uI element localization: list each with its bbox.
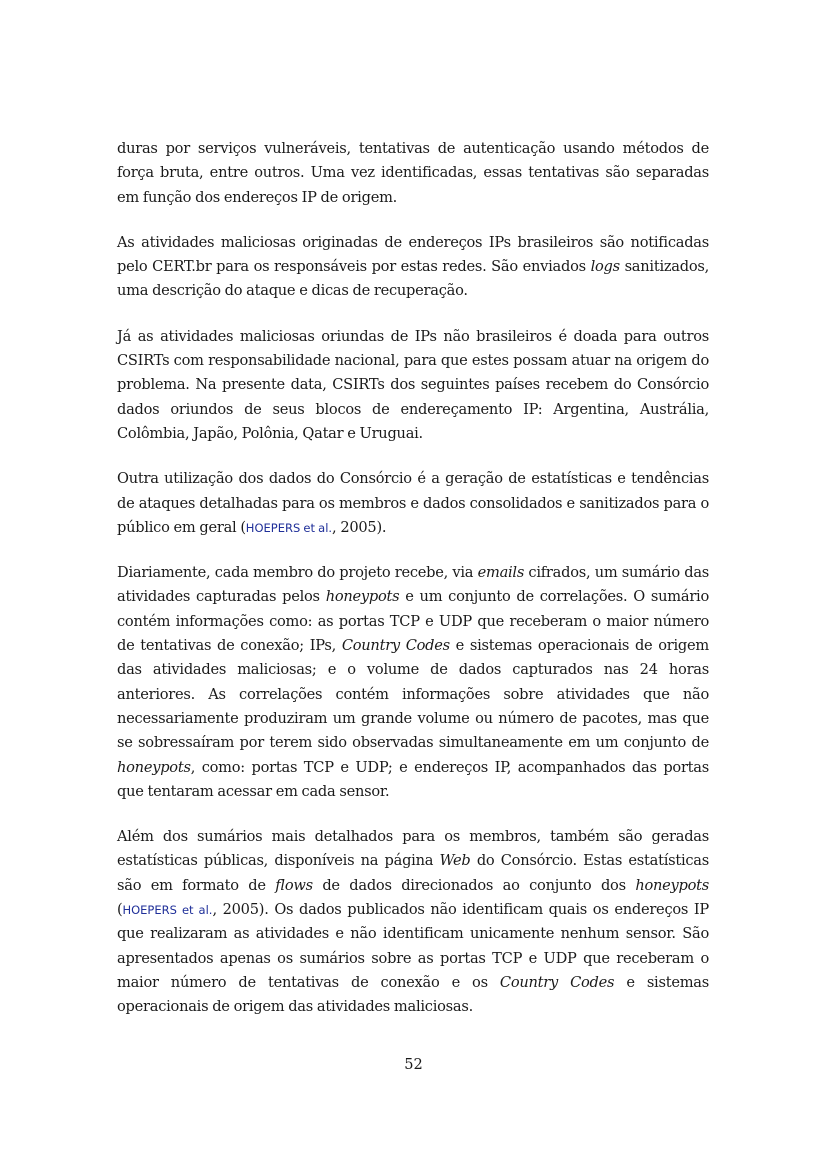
paragraph-5 [117, 561, 709, 804]
text-segment: e sistemas operacionais de origem das atividades maliciosas; e o volume de dados capturados nas 24 horas anteriores. As correlações contém informações sobre atividades que não necessariamente produziram um grande volume ou número de pacotes, mas que se sobressaíram por terem sido observadas simultaneamente em um conjunto de [117, 637, 709, 752]
text-segment: de dados direcionados ao conjunto dos [312, 876, 636, 894]
paragraph-6 [117, 825, 709, 1019]
text-segment: duras por serviços vulneráveis, tentativas de autenticação usando métodos de força bruta, entre outros. Uma vez identificadas, essas tentativas são separadas em função dos endereços IP de origem. [117, 140, 709, 206]
italic-term: Country Codes [341, 637, 450, 655]
italic-term: logs [590, 258, 620, 276]
italic-term: honeypots [325, 588, 400, 606]
page-number: 52 [404, 1056, 423, 1073]
italic-term: emails [477, 564, 525, 582]
italic-term: Country Codes [499, 973, 615, 991]
text-segment: , 2005). [332, 518, 387, 536]
paragraph-1 [117, 137, 709, 210]
paragraph-4 [117, 467, 709, 540]
text-segment: e sistemas operacionais de origem das atividades maliciosas. [117, 973, 709, 1016]
italic-term: flows [275, 876, 313, 894]
italic-term: Web [439, 852, 471, 870]
paragraph-3 [117, 325, 709, 446]
text-segment: As atividades maliciosas originadas de endereços IPs brasileiros são notificadas pelo CERT.br para os responsáveis por estas redes. São enviados [117, 233, 709, 276]
text-segment: Além dos sumários mais detalhados para os membros, também são geradas estatísticas públicas, disponíveis na página [117, 828, 709, 870]
italic-term: honeypots [635, 876, 710, 894]
text-segment: Já as atividades maliciosas oriundas de IPs não brasileiros é doada para outros CSIRTs com responsabilidade nacional, para que estes possam atuar na origem do problema. Na presente data, CSIRTs dos seguintes países recebem do Consórcio dados oriundos de seus blocos de endereçamento IP: Argentina, Austrália, Colômbia, Japão, Polônia, Qatar e Uruguai. [117, 327, 709, 442]
page-body [117, 137, 709, 1041]
text-segment: cifrados, um sumário das atividades capturadas pelos [117, 564, 710, 606]
text-segment: , como: portas TCP e UDP; e endereços IP, acompanhados das portas que tentaram acessar em cada sensor. [117, 758, 709, 800]
citation-link[interactable]: HOEPERS et al. [245, 520, 333, 535]
text-segment: Diariamente, cada membro do projeto recebe, via [117, 564, 478, 582]
text-segment: sanitizados, uma descrição do ataque e dicas de recuperação. [117, 258, 710, 300]
text-segment: e um conjunto de correlações. O sumário contém informações como: as portas TCP e UDP que receberam o maior número de tentativas de conexão; IPs, [117, 588, 709, 655]
text-segment: Outra utilização dos dados do Consórcio é a geração de estatísticas e tendências de ataques detalhadas para os membros e dados consolidados e sanitizados para o público em geral ( [117, 470, 709, 536]
text-segment: , 2005). Os dados publicados não identificam quais os endereços IP que realizaram as atividades e não identificam unicamente nenhum sensor. São apresentados apenas os sumários sobre as portas TCP e UDP que receberam o maior número de tentativas de conexão e os [117, 901, 709, 991]
paragraph-2 [117, 231, 709, 304]
italic-term: honeypots [117, 758, 191, 776]
text-segment: do Consórcio. Estas estatísticas são em formato de [117, 852, 709, 894]
citation-link[interactable]: HOEPERS et al. [122, 903, 213, 918]
text-segment: ( [117, 901, 123, 919]
